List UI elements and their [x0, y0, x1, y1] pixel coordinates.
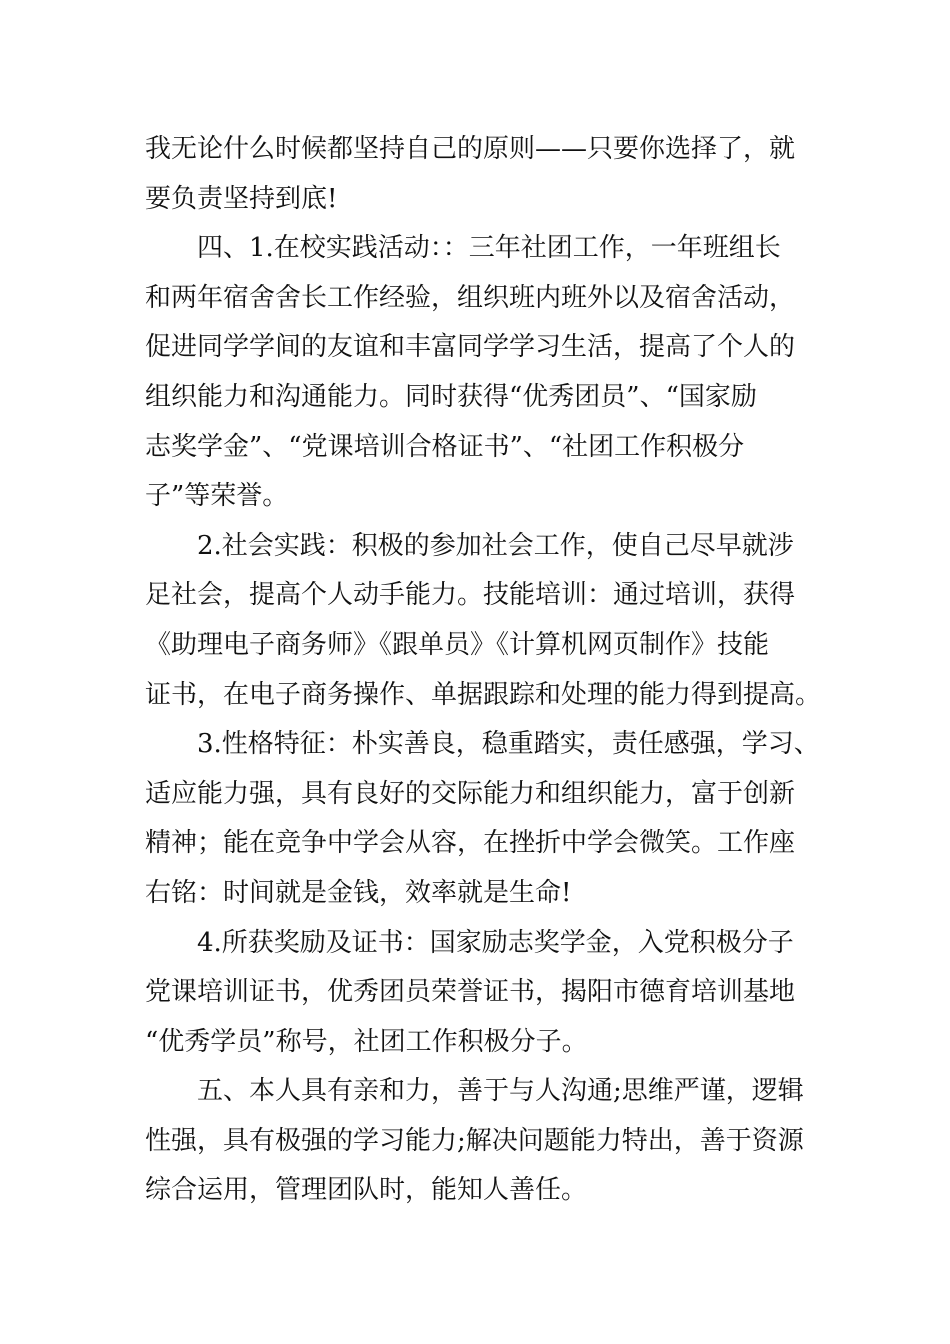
text-line: 促进同学学间的友谊和丰富同学学习生活，提高了个人的 — [145, 332, 796, 363]
text-line: 精神；能在竞争中学会从容，在挫折中学会微笑。工作座 — [145, 828, 796, 859]
text-line: 要负责坚持到底! — [145, 183, 338, 214]
text-line: 适应能力强，具有良好的交际能力和组织能力，富于创新 — [145, 778, 796, 809]
document-body — [145, 125, 845, 1216]
paragraph-start-line: 4.所获奖励及证书：国家励志奖学金，入党积极分子 — [197, 927, 794, 958]
text-line: 证书，在电子商务操作、单据跟踪和处理的能力得到提高。 — [145, 679, 822, 710]
text-line: 我无论什么时候都坚持自己的原则——只要你选择了，就 — [145, 134, 796, 164]
paragraph-start-line: 四、1.在校实践活动：：三年社团工作，一年班组长 — [197, 233, 781, 264]
text-line: 右铭：时间就是金钱，效率就是生命! — [145, 877, 572, 908]
text-line: 综合运用，管理团队时，能知人善任。 — [145, 1175, 588, 1206]
text-line: 党课培训证书，优秀团员荣誉证书，揭阳市德育培训基地 — [145, 977, 796, 1008]
paragraph-start-line: 2.社会实践：积极的参加社会工作，使自己尽早就涉 — [197, 530, 794, 561]
text-line: 组织能力和沟通能力。同时获得“优秀团员”、“国家励 — [145, 381, 757, 412]
text-line: 《助理电子商务师》《跟单员》《计算机网页制作》技能 — [145, 629, 770, 660]
text-line: 志奖学金”、“党课培训合格证书”、“社团工作积极分 — [145, 431, 745, 462]
paragraph-start-line: 3.性格特征：朴实善良，稳重踏实，责任感强，学习、 — [197, 729, 820, 760]
text-line: 性强，具有极强的学习能力;解决问题能力特出，善于资源 — [145, 1125, 804, 1156]
text-line: 子”等荣誉。 — [145, 481, 289, 512]
text-line: 足社会，提高个人动手能力。技能培训：通过培训，获得 — [145, 580, 796, 611]
text-line: 和两年宿舍舍长工作经验，组织班内班外以及宿舍活动， — [145, 282, 796, 313]
text-line: “优秀学员”称号，社团工作积极分子。 — [145, 1026, 588, 1057]
paragraph-start-line: 五、本人具有亲和力，善于与人沟通;思维严谨，逻辑 — [197, 1076, 804, 1107]
